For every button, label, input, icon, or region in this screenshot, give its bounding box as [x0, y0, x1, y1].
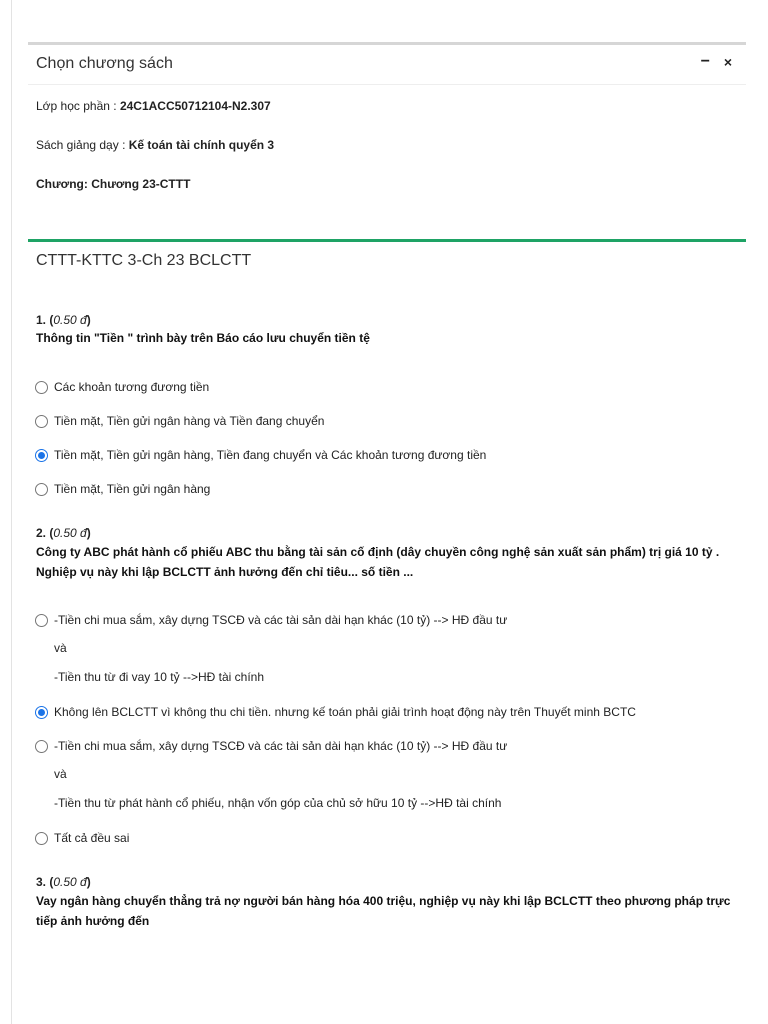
radio-button[interactable] [35, 483, 48, 496]
class-section-info [36, 99, 271, 113]
question-points: 0.50 đ [53, 526, 87, 540]
q2-option-3-line3: -Tiền thu từ phát hành cổ phiếu, nhận vốn góp của chủ sở hữu 10 tỷ -->HĐ tài chính [54, 796, 502, 810]
q1-option-2[interactable]: Tiền mặt, Tiền gửi ngân hàng và Tiền đang chuyển [35, 413, 324, 429]
radio-button-selected[interactable] [35, 449, 48, 462]
chapter-info: Chương: Chương 23-CTTT [36, 177, 191, 191]
class-section-label: Lớp học phần : [36, 99, 120, 113]
panel-title: Chọn chương sách [36, 55, 173, 72]
radio-button[interactable] [35, 381, 48, 394]
quiz-title: CTTT-KTTC 3-Ch 23 BCLCTT [36, 252, 252, 269]
q2-option-3[interactable]: -Tiền chi mua sắm, xây dựng TSCĐ và các tài sản dài hạn khác (10 tỷ) --> HĐ đầu tư [35, 738, 507, 754]
question-text: Công ty ABC phát hành cổ phiếu ABC thu bằng tài sản cố định (dây chuyền công nghệ sản xuất sản phẩm) trị giá 10 tỷ . Nghiệp vụ này khi lập BCLCTT ảnh hưởng đến chỉ tiêu... số tiền ... [36, 545, 720, 579]
select-chapter-header [28, 45, 746, 85]
q2-option-1-line3: -Tiền thu từ đi vay 10 tỷ -->HĐ tài chính [54, 670, 265, 684]
question-number: 3. (0.50 đ) [36, 875, 91, 889]
question-text: Vay ngân hàng chuyển thẳng trả nợ người bán hàng hóa 400 triệu, nghiệp vụ này khi lập BCLCTT theo phương pháp trực tiếp ảnh hưởng đến [36, 894, 731, 928]
radio-button[interactable] [35, 832, 48, 845]
question-number: 1. (0.50 đ) [36, 313, 91, 327]
q1-option-4[interactable]: Tiền mặt, Tiền gửi ngân hàng [35, 481, 210, 497]
q2-option-2[interactable]: Không lên BCLCTT vì không thu chi tiền. nhưng kế toán phải giải trình hoạt động này trên Thuyết minh BCTC [35, 704, 636, 720]
class-section-value: 24C1ACC50712104-N2.307 [119, 99, 271, 113]
minimize-icon[interactable]: − [700, 53, 710, 70]
quiz-panel [28, 239, 746, 269]
q1-option-1[interactable]: Các khoản tương đương tiền [35, 379, 209, 395]
q2-option-3-line2: và [54, 767, 67, 781]
radio-button-selected[interactable] [35, 706, 48, 719]
question-text: Thông tin "Tiền " trình bày trên Báo cáo lưu chuyển tiền tệ [36, 331, 370, 345]
textbook-value: Kế toán tài chính quyển 3 [128, 138, 275, 152]
radio-button[interactable] [35, 415, 48, 428]
q1-option-3[interactable]: Tiền mặt, Tiền gửi ngân hàng, Tiền đang chuyển và Các khoản tương đương tiền [35, 447, 486, 463]
question-number: 2. (0.50 đ) [36, 526, 91, 540]
q2-option-4[interactable]: Tất cả đều sai [35, 830, 129, 846]
q2-option-1[interactable]: -Tiền chi mua sắm, xây dựng TSCĐ và các tài sản dài hạn khác (10 tỷ) --> HĐ đầu tư [35, 612, 507, 628]
textbook-info [36, 138, 274, 152]
close-icon[interactable]: × [723, 54, 732, 70]
radio-button[interactable] [35, 614, 48, 627]
q2-option-1-line2: và [54, 641, 67, 655]
question-points: 0.50 đ [53, 313, 87, 327]
textbook-label: Sách giảng dạy : [36, 138, 129, 152]
select-chapter-panel [28, 42, 746, 210]
page-left-border [11, 0, 12, 1024]
question-points: 0.50 đ [53, 875, 87, 889]
radio-button[interactable] [35, 740, 48, 753]
